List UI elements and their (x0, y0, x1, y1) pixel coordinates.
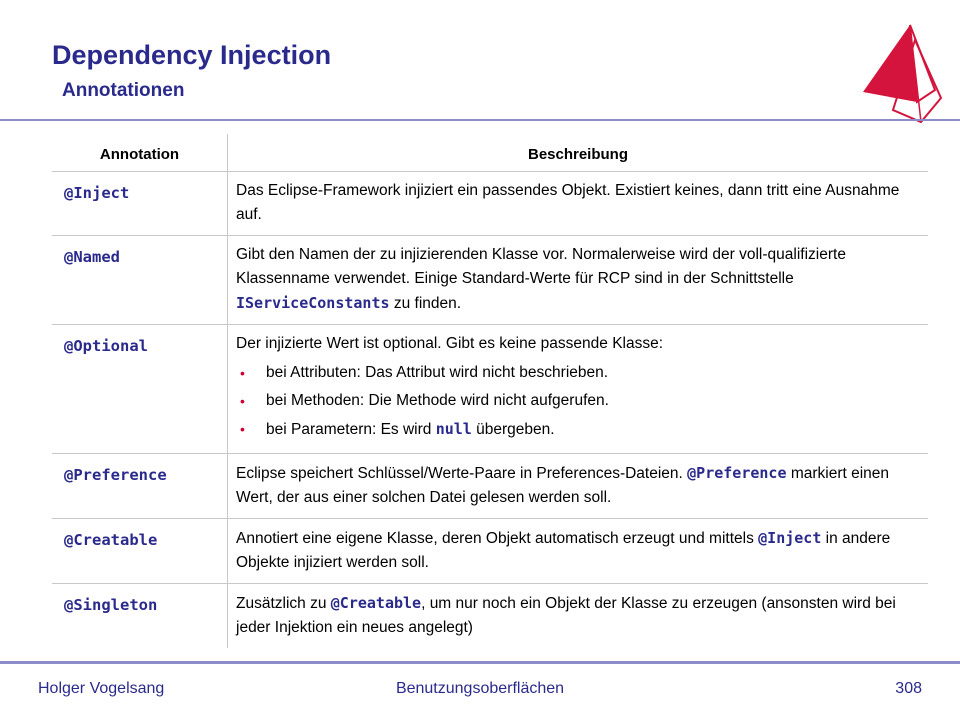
annotation-name: @Optional (52, 325, 228, 454)
annotation-description (228, 325, 929, 454)
header-rule (0, 119, 960, 121)
table-row (52, 454, 928, 519)
footer-course: Benutzungsoberflächen (395, 680, 565, 697)
annotation-table (52, 134, 928, 648)
slide-subtitle: Annotationen (62, 80, 185, 101)
footer-rule (0, 661, 960, 664)
annotation-description (228, 584, 929, 649)
code-reference: @Preference (687, 464, 787, 482)
footer-author: Holger Vogelsang (38, 680, 165, 697)
description-text: Eclipse speichert Schlüssel/Werte-Paare in Preferences-Dateien. (236, 465, 683, 482)
bullet-text: bei Methoden: Die Methode wird nicht aufgerufen. (266, 392, 609, 409)
list-item (236, 416, 922, 443)
table-row (52, 519, 928, 584)
bullet-icon: • (240, 365, 245, 381)
description-text: Annotiert eine eigene Klasse, deren Objekt automatisch erzeugt und mittels (236, 530, 754, 547)
annotation-name: @Singleton (64, 596, 158, 614)
table-row (52, 172, 928, 236)
code-reference: @Creatable (330, 594, 422, 612)
bullet-text: bei Attributen: Das Attribut wird nicht beschrieben. (266, 364, 609, 381)
bullet-icon: • (240, 393, 245, 409)
description-text: , um nur noch ein Objekt der Klasse zu erzeugen (ansonsten wird bei jeder Injektion ein neues angelegt) (236, 595, 896, 636)
column-header-description: Beschreibung (228, 134, 929, 172)
table-row (52, 236, 928, 325)
slide-title: Dependency Injection (52, 40, 332, 70)
bullet-icon: • (240, 421, 245, 437)
code-reference: IServiceConstants (236, 294, 390, 312)
description-text: markiert einen Wert, der aus einer solchen Datei gelesen werden soll. (236, 465, 890, 506)
table-row (52, 325, 928, 454)
bullet-text: übergeben. (476, 421, 555, 438)
description-text: Der injizierte Wert ist optional. Gibt es keine passende Klasse: (236, 335, 664, 352)
annotation-description (228, 519, 929, 584)
code-reference: null (435, 420, 472, 438)
description-text: Zusätzlich zu (236, 595, 327, 612)
column-header-annotation: Annotation (52, 134, 228, 172)
annotation-name: @Creatable (52, 519, 228, 584)
code-reference: @Inject (758, 529, 822, 547)
description-text: zu finden. (393, 295, 462, 312)
description-text: in andere Objekte injiziert werden soll. (236, 530, 891, 571)
annotation-name: @Named (52, 236, 228, 325)
sail-logo-icon (855, 20, 945, 130)
annotation-description (228, 172, 929, 236)
annotation-description (228, 454, 929, 519)
list-item (236, 360, 922, 386)
annotation-name: @Preference (52, 454, 228, 519)
annotation-description (228, 236, 929, 325)
annotation-name: @Inject (52, 172, 228, 236)
bullet-text: bei Parametern: Es wird (266, 421, 432, 438)
table-header-row (52, 134, 928, 172)
page-number: 308 (895, 680, 922, 697)
description-text: Gibt den Namen der zu injizierenden Klasse vor. Normalerweise wird der voll-qualifizierte Klassenname verwendet. Einige Standard-Werte für RCP sind in der Schnittstelle (236, 246, 846, 287)
bullet-list (236, 360, 922, 443)
description-text: Das Eclipse-Framework injiziert ein passendes Objekt. Existiert keines, dann tritt eine Ausnahme auf. (236, 182, 900, 223)
list-item (236, 388, 922, 414)
table-row (52, 584, 928, 649)
